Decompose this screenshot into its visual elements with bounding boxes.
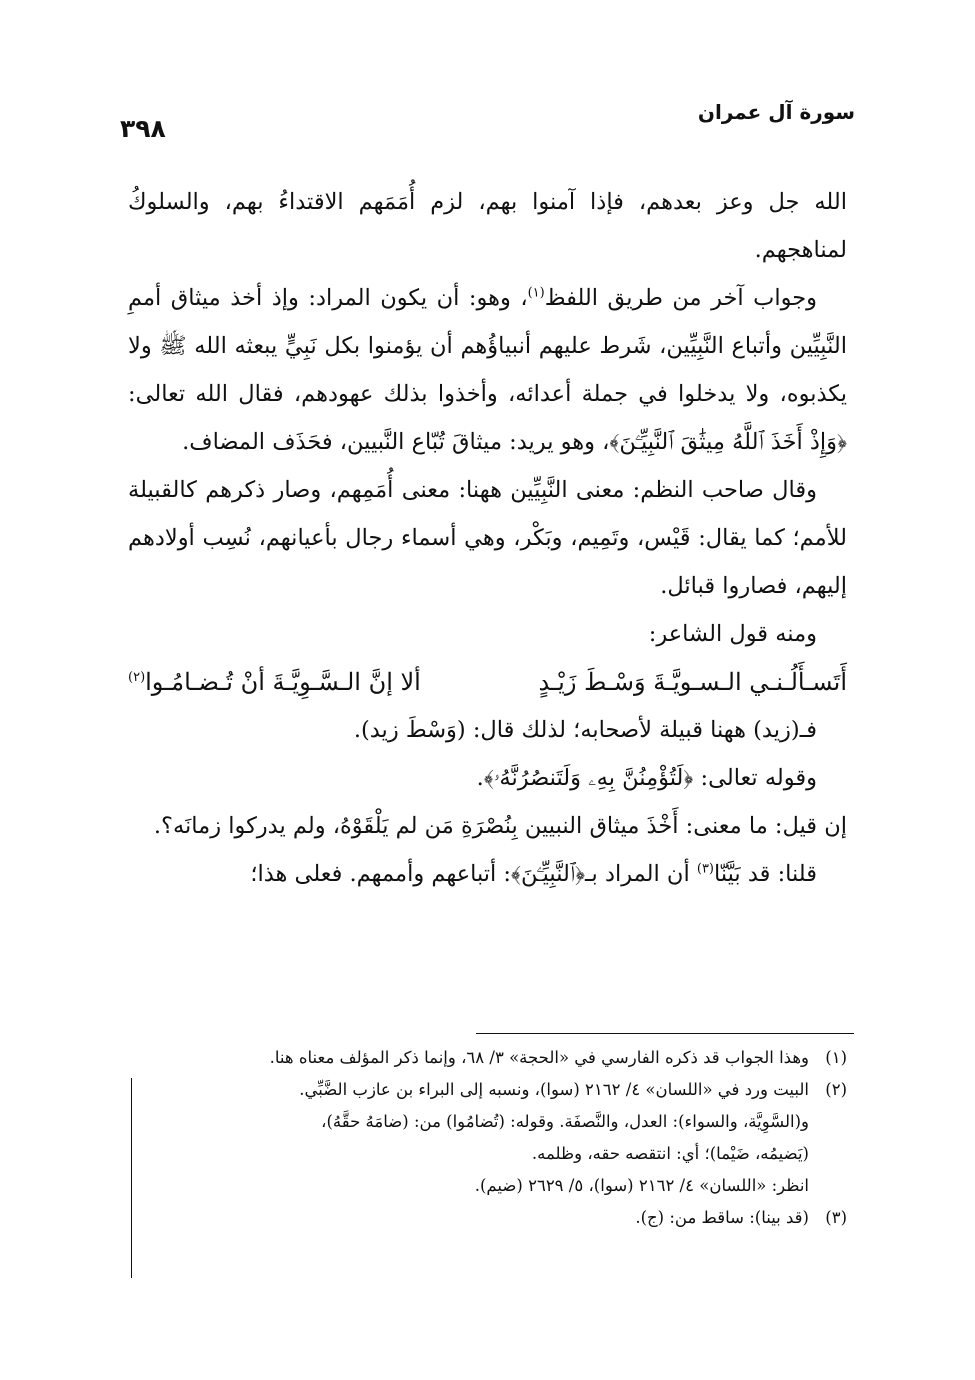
- paragraph: [128, 850, 847, 898]
- text-run: : أتباعهم وأممهم. فعلى هذا؛: [250, 861, 512, 887]
- poetry-verse: [128, 658, 847, 706]
- paragraph: [128, 754, 847, 802]
- quran-citation: ﴿ٱلنَّبِيِّـۧنَ﴾: [511, 861, 585, 887]
- footnote-2-line: (يَضيمُه، ضَيْما)؛ أي: انتقصه حقه، وظلمه.: [531, 1144, 809, 1163]
- text-run: ، وهو: أن يكون المراد: وإذ أخذ ميثاق أممِ النَّبِيِّين وأتباع النَّبِيِّين، شَرط عليهم أنبياؤُهم أن يؤمنوا بكل نَبِيٍّ يبعثه الله ﷺ ولا يكذبوه، ولا يدخلوا في جملة أعدائه، وأخذوا بذلك عهودهم، فقال الله تعالى:: [128, 285, 847, 407]
- verse-second-hemistich: ألا إنَّ الـسَّـوِيَّـةَ أنْ تُـضـامُـوا: [145, 668, 421, 696]
- footnote-reference: (٢): [128, 670, 146, 685]
- text-run: أن المراد بـ: [584, 861, 697, 887]
- footnote-number: (١): [825, 1048, 847, 1067]
- text-run: ، وهو يريد: ميثاقَ تُبّاع النَّبيين، فحَذَف المضاف.: [182, 429, 610, 455]
- footnotes: [138, 1042, 847, 1234]
- footnote-2: [138, 1074, 847, 1106]
- footnote-reference: (١): [527, 285, 545, 301]
- paragraph: إن قيل: ما معنى: أَخْذَ ميثاق النبيين بِنُصْرَةِ مَن لم يَلْقَوْهُ، ولم يدركوا زمانَه؟.: [153, 813, 847, 839]
- footnote-text: (قد بينا): ساقط من: (ج).: [635, 1208, 809, 1227]
- paragraph: ومنه قول الشاعر:: [648, 621, 817, 647]
- footnote-separator: [476, 1033, 854, 1034]
- text-run: وقوله تعالى:: [693, 765, 817, 791]
- running-title: سورة آل عمران: [697, 100, 855, 124]
- quran-citation: ﴿لَتُؤْمِنُنَّ بِهِۦ وَلَتَنصُرُنَّهُۥ﴾: [483, 765, 694, 791]
- footnote-3: [138, 1202, 847, 1234]
- page-header: [120, 100, 855, 150]
- footnote-number: (٣): [825, 1208, 847, 1227]
- footnote-text: وهذا الجواب قد ذكره الفارسي في «الحجة» ٣/ ٦٨، وإنما ذكر المؤلف معناه هنا.: [269, 1048, 809, 1067]
- footnote-text: البيت ورد في «اللسان» ٤/ ٢١٦٢ (سوا)، ونسبه إلى البراء بن عازب الضَّبِّي.: [299, 1080, 809, 1099]
- footnote-1: [138, 1042, 847, 1074]
- paragraph: وقال صاحب النظم: معنى النَّبِيِّين ههنا: معنى أُمَمِهم، وصار ذكرهم كالقبيلة للأمم؛ كما يقال: قَيْس، وتَمِيم، وبَكْر، وهي أسماء رجال بأعيانهم، نُسِب أولادهم إليهم، فصاروا قبائل.: [128, 477, 847, 599]
- main-text: [128, 178, 847, 898]
- verse-first-hemistich: أَتَسـأَلُـنـي الـسـويَّـةَ وَسْـطَ زَيْـدٍ: [538, 668, 847, 696]
- quran-citation: ﴿وَإِذْ أَخَذَ ٱللَّهُ مِيثَٰقَ ٱلنَّبِيِّـۧنَ﴾: [609, 429, 847, 455]
- paragraph: فـ(زيد) ههنا قبيلة لأصحابه؛ لذلك قال: (وَسْطَ زيد).: [353, 717, 817, 743]
- footnote-margin-line: [131, 1078, 132, 1278]
- text-run: قلنا: قد بَيَّنّا: [714, 861, 817, 887]
- footnote-2-line: انظر: «اللسان» ٤/ ٢١٦٢ (سوا)، ٥/ ٢٦٢٩ (ضيم).: [474, 1176, 809, 1195]
- page-number: ٣٩٨: [120, 114, 166, 143]
- footnote-number: (٢): [825, 1080, 847, 1099]
- paragraph: الله جل وعز بعدهم، فإذا آمنوا بهم، لزم أُمَمَهم الاقتداءُ بهم، والسلوكُ لمناهجهم.: [128, 189, 847, 263]
- text-run: وجواب آخر من طريق اللفظ: [544, 285, 817, 311]
- paragraph: [128, 274, 847, 466]
- verse-second-hemistich-wrap: [128, 658, 421, 706]
- footnote-reference: (٣): [696, 861, 714, 877]
- footnote-2-line: و(السَّوِيَّة، والسواء): العدل، والنَّصفَة. وقوله: (تُضامُوا) من: (ضامَهُ حقَّهُ)،: [321, 1112, 809, 1131]
- text-run: .: [476, 765, 484, 791]
